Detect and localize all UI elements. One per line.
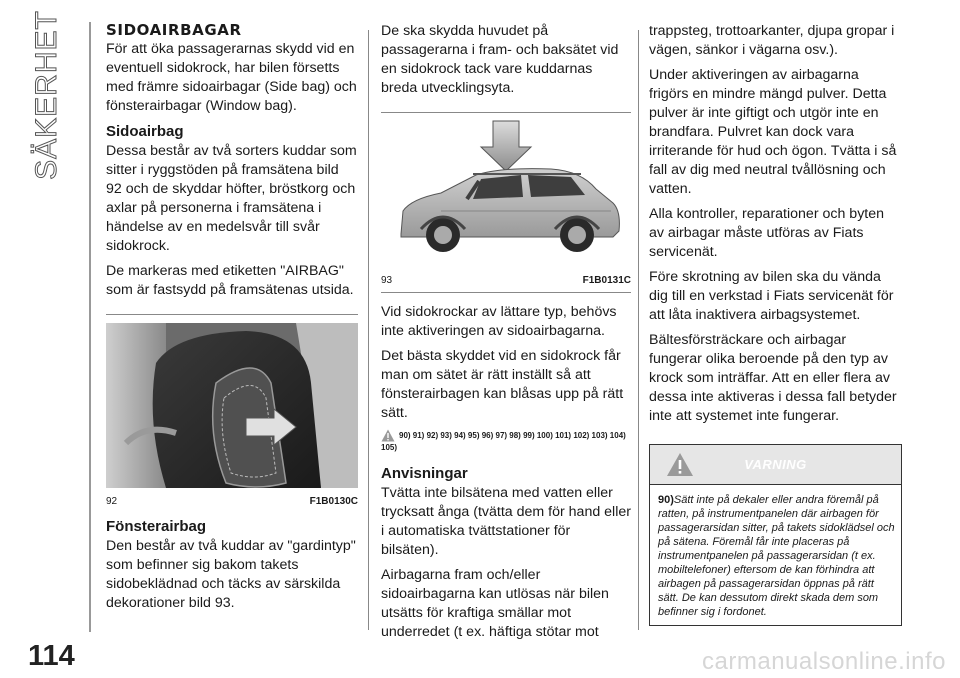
section-heading: SIDOAIRBAGAR xyxy=(106,21,242,39)
column-3 xyxy=(649,22,902,626)
warning-box xyxy=(649,444,902,626)
subheading: Fönsterairbag xyxy=(106,518,207,535)
warning-references xyxy=(381,429,631,454)
paragraph: De markeras med etiketten "AIRBAG" som är fastsydd på framsätenas utsida. xyxy=(106,263,354,298)
figure-code: F1B0131C xyxy=(582,275,631,286)
paragraph: För att öka passagerarnas skydd vid en eventuell sidokrock, har bilen försetts med främre sidoairbagar (Side bag) och fönsterairbagar (Window bag). xyxy=(106,41,357,114)
paragraph: Bältesförsträckare och airbagar fungerar olika beroende på den typ av krock som inträffar. Att en eller flera av dessa inte aktiveras i dessa fall betyder inte att systemet inte fungerar. xyxy=(649,332,897,424)
warning-text: Sätt inte på dekaler eller andra föremål på ratten, på instrumentpanelen där airbagen för passagerarsidan sitter, på takets sidoklädsel och på sätena. Föremål får inte placeras på instrumentpanelen på passagerarsidan (t ex. mobiltelefoner) eftersom de kan förhindra att airbagen på passagerarsidan öppnas på rätt sätt. De kan dessutom direkt skada dem som befinner sig i fordonet. xyxy=(658,494,895,618)
figure-code: F1B0130C xyxy=(309,496,358,507)
paragraph: trappsteg, trottoarkanter, djupa gropar i vägen, sänkor i vägarna osv.). xyxy=(649,23,895,58)
car-side-illustration xyxy=(381,119,631,267)
column-2 xyxy=(381,22,631,648)
seat-airbag-illustration xyxy=(106,323,358,488)
page-number: 114 xyxy=(28,640,75,672)
figure-number: 92 xyxy=(106,496,118,507)
paragraph: Dessa består av två sorters kuddar som sitter i ryggstöden på framsätena bild 92 och de skyddar höfter, bröstkorg och axlar på personerna i framsätena i händelse av en medelsvår till svår sidokrock. xyxy=(106,143,357,254)
figure-number: 93 xyxy=(381,275,393,286)
warning-header xyxy=(650,445,901,485)
warning-triangle-icon xyxy=(381,429,395,442)
side-divider xyxy=(89,22,91,632)
subheading: Sidoairbag xyxy=(106,123,184,140)
subheading: Anvisningar xyxy=(381,465,468,482)
warning-number: 90) xyxy=(658,494,674,506)
paragraph: Under aktiveringen av airbagarna frigörs en mindre mängd pulver. Detta pulver är inte giftigt och utgör inte en brandfara. Pulvret kan dock vara irriterande för hud och ögon. Tvätta i så fall av dig med neutral tvållösning och vatten. xyxy=(649,67,897,197)
reference-list: 90) 91) 92) 93) 94) 95) 96) 97) 98) 99) 100) 101) 102) 103) 104) 105) xyxy=(381,431,626,452)
figure-92 xyxy=(106,314,358,507)
paragraph: Alla kontroller, reparationer och byten av airbagar måste utföras av Fiats servicenät. xyxy=(649,206,885,260)
watermark: carmanualsonline.info xyxy=(702,648,946,675)
paragraph: Airbagarna fram och/eller sidoairbagarna kan utlösas när bilen utsätts för kraftiga smällar mot underredet (t ex. häftiga stötar mot xyxy=(381,567,609,640)
paragraph: Den består av två kuddar av "gardintyp" som befinner sig bakom takets sidobeklädnad och täcks av särskilda dekorationer bild 93. xyxy=(106,538,356,611)
warning-triangle-icon xyxy=(666,452,694,477)
column-divider xyxy=(638,30,639,630)
paragraph: Tvätta inte bilsätena med vatten eller trycksatt ånga (tvätta dem för hand eller i automatiska tvättstationer för bilsäten). xyxy=(381,485,631,558)
figure-caption xyxy=(106,496,358,507)
section-title-text: SÄKERHET xyxy=(30,10,63,180)
paragraph: De ska skydda huvudet på passagerarna i fram- och baksätet vid en sidokrock tack vare kuddarnas breda utvecklingsyta. xyxy=(381,23,619,96)
column-1 xyxy=(106,22,358,619)
paragraph: Det bästa skyddet vid en sidokrock får man om sätet är rätt inställt så att fönsterairbagen kan blåsas upp på rätt sätt. xyxy=(381,348,624,421)
figure-93 xyxy=(381,112,631,293)
warning-title: VARNING xyxy=(744,457,807,472)
figure-caption xyxy=(381,275,631,286)
paragraph: Före skrotning av bilen ska du vända dig till en verkstad i Fiats servicenät för att låta inaktivera airbagsystemet. xyxy=(649,269,894,323)
paragraph: Vid sidokrockar av lättare typ, behövs inte aktiveringen av sidoairbagarna. xyxy=(381,304,617,339)
section-side-title xyxy=(22,10,72,180)
column-divider xyxy=(368,30,369,630)
warning-body xyxy=(650,485,901,625)
